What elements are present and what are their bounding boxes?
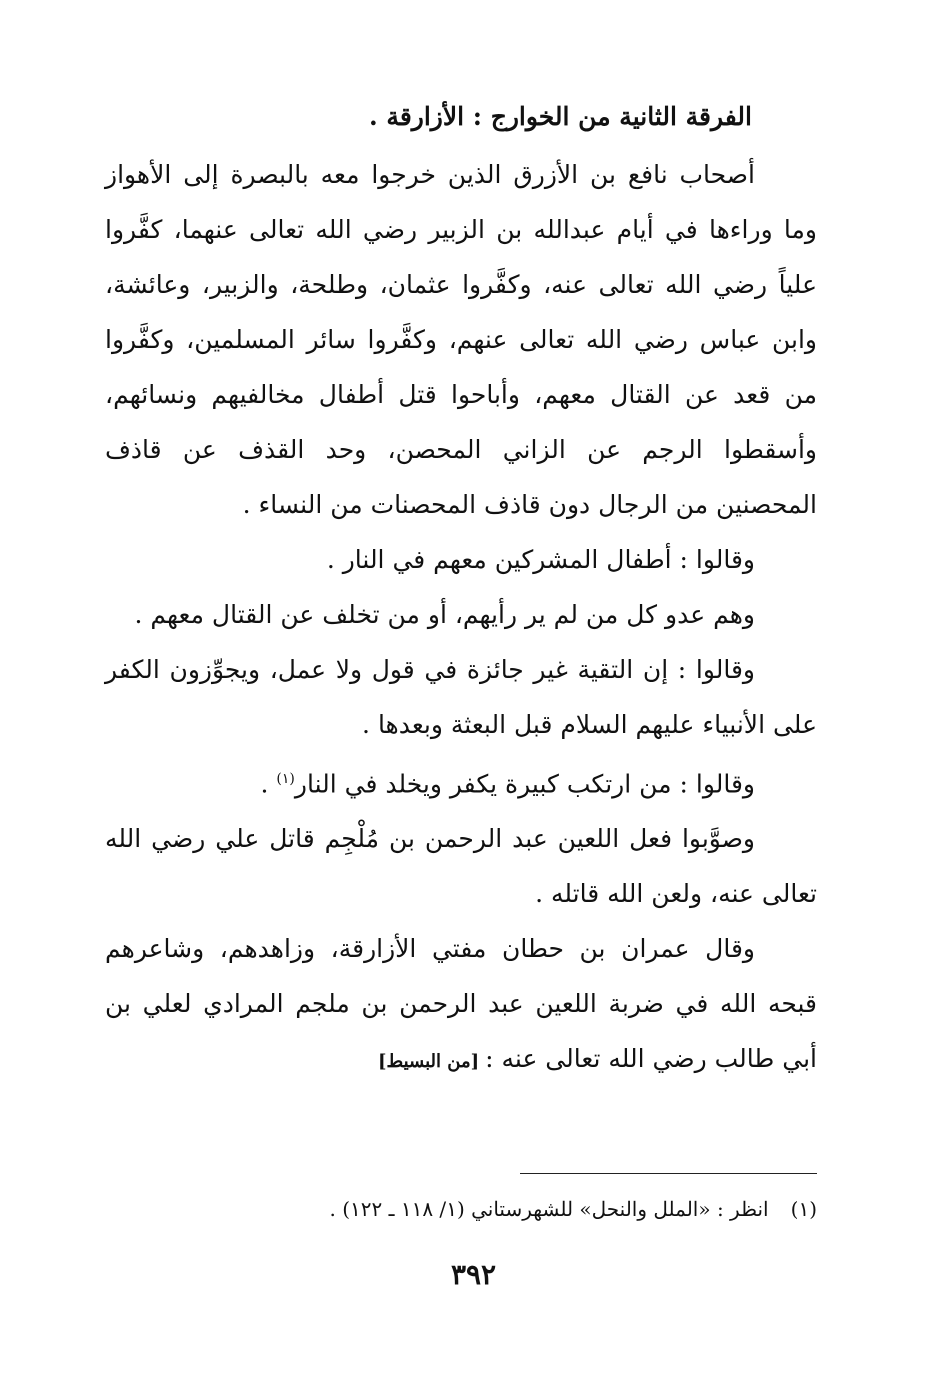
footnote [105, 1193, 817, 1225]
verse-meter-tag: [من البسيط] [377, 1051, 480, 1073]
paragraph-major-sin [105, 752, 817, 811]
major-sin-text: وقالوا : من ارتكب كبيرة يكفر ويخلد في النار [294, 769, 755, 799]
imran-text: وقال عمران بن حطان مفتي الأزارقة، وزاهدهم، وشاعرهم قبحه الله في ضربة اللعين عبد الرحمن بن ملجم المرادي لعلي بن أبي طالب رضي الله تعالى عنه : [105, 934, 817, 1074]
paragraph-imran-ibn-hittan [105, 921, 817, 1089]
paragraph-children-of-polytheists: وقالوا : أطفال المشركين معهم في النار . [326, 545, 755, 574]
footnote-reference[interactable]: (١) [276, 771, 295, 787]
footnote-number: (١) [790, 1197, 817, 1221]
paragraph-enemy-of-opponents: وهم عدو كل من لم ير رأيهم، أو من تخلف عن القتال معهم . [134, 600, 755, 629]
page-number: ٣٩٢ [450, 1258, 497, 1291]
section-heading: الفرقة الثانية من الخوارج : الأزارقة . [369, 102, 752, 131]
footnote-divider [520, 1173, 817, 1174]
paragraph-azariqa-description: أصحاب نافع بن الأزرق الذين خرجوا معه بالبصرة إلى الأهواز وما وراءها في أيام عبدالله بن الزبير رضي الله تعالى عنهما، كفَّروا علياً رضي الله تعالى عنه، وكفَّروا عثمان، وطلحة، والزبير، وعائشة، وابن عباس رضي الله تعالى عنهم، وكفَّروا سائر المسلمين، وكفَّروا من قعد عن القتال معهم، وأباحوا قتل أطفال مخالفيهم ونسائهم، وأسقطوا الرجم عن الزاني المحصن، وحد القذف عن قاذف المحصنين من الرجال دون قاذف المحصنات من النساء . [105, 160, 817, 519]
paragraph-taqiyya: وقالوا : إن التقية غير جائزة في قول ولا عمل، ويجوِّزون الكفر على الأنبياء عليهم السلام قبل البعثة وبعدها . [105, 655, 817, 739]
paragraph-ibn-muljam: وصوَّبوا فعل اللعين عبد الرحمن بن مُلْجِم قاتل علي رضي الله تعالى عنه، ولعن الله قاتله . [105, 824, 817, 909]
footnote-text: انظر : «الملل والنحل» للشهرستاني (١/ ١١٨ ـ ١٢٢) . [329, 1197, 769, 1221]
page-body [105, 95, 817, 1089]
major-sin-end: . [260, 769, 277, 799]
